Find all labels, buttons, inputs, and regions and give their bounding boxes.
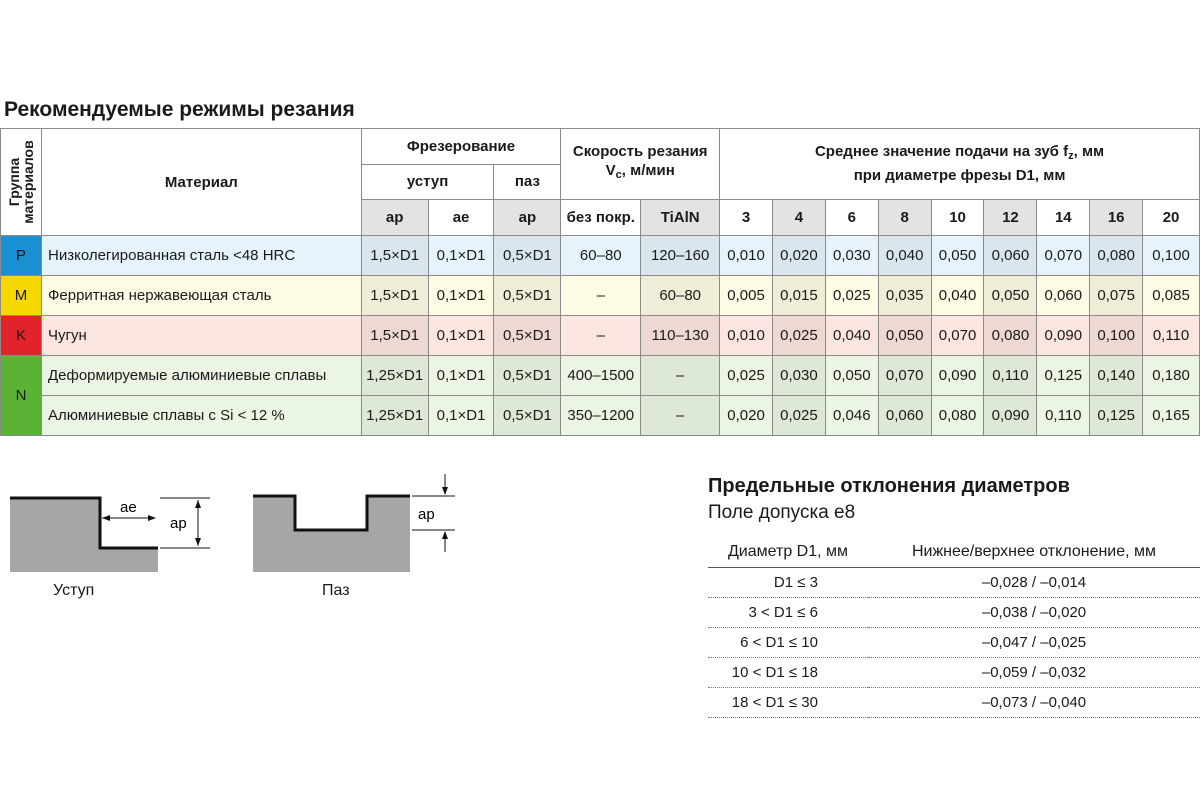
feed-value: 0,100 <box>1090 316 1143 356</box>
table-row <box>1 236 1200 276</box>
ap-slot-value: 0,5×D1 <box>494 236 561 276</box>
ap-ledge-value: 1,25×D1 <box>361 396 428 436</box>
feed-value: 0,025 <box>772 316 825 356</box>
ap-slot-value: 0,5×D1 <box>494 276 561 316</box>
tolerance-subtitle: Поле допуска e8 <box>708 502 856 523</box>
table-row <box>1 276 1200 316</box>
material-name: Алюминиевые сплавы с Si < 12 % <box>42 396 362 436</box>
ae-header: ae <box>428 199 494 235</box>
tolerance-row <box>708 628 1200 658</box>
tolerance-diameter: D1 ≤ 3 <box>708 568 868 598</box>
ap-ledge-value: 1,5×D1 <box>361 276 428 316</box>
speed-uncoated-value: – <box>561 316 641 356</box>
ae-value: 0,1×D1 <box>428 276 494 316</box>
tolerance-row <box>708 598 1200 628</box>
feed-value: 0,070 <box>1037 236 1090 276</box>
feed-value: 0,050 <box>984 276 1037 316</box>
feed-value: 0,050 <box>878 316 931 356</box>
feed-value: 0,035 <box>878 276 931 316</box>
ap-ledge-value: 1,5×D1 <box>361 316 428 356</box>
table-row <box>1 356 1200 396</box>
material-header: Материал <box>42 129 362 236</box>
feed-value: 0,140 <box>1090 356 1143 396</box>
tolerance-deviation: –0,038 / –0,020 <box>868 598 1200 628</box>
feed-value: 0,020 <box>720 396 773 436</box>
tolerance-row <box>708 568 1200 598</box>
feed-value: 0,040 <box>825 316 878 356</box>
ae-value: 0,1×D1 <box>428 316 494 356</box>
feed-value: 0,060 <box>1037 276 1090 316</box>
feed-value: 0,090 <box>931 356 984 396</box>
group-header: Группа материалов <box>1 129 42 236</box>
feed-value: 0,110 <box>984 356 1037 396</box>
tolerance-table <box>708 536 1200 718</box>
tialn-header: TiAlN <box>641 199 720 235</box>
feed-value: 0,180 <box>1143 356 1200 396</box>
diameter-header: 14 <box>1037 199 1090 235</box>
feed-value: 0,085 <box>1143 276 1200 316</box>
ap-ledge-value: 1,25×D1 <box>361 356 428 396</box>
ledge-ae-label: ae <box>120 499 137 516</box>
ae-value: 0,1×D1 <box>428 236 494 276</box>
feed-value: 0,030 <box>772 356 825 396</box>
feed-value: 0,040 <box>878 236 931 276</box>
speed-uncoated-value: 60–80 <box>561 236 641 276</box>
ap-slot-value: 0,5×D1 <box>494 396 561 436</box>
feed-value: 0,050 <box>931 236 984 276</box>
feed-value: 0,075 <box>1090 276 1143 316</box>
speed-unit-label: $V_c$, м/мин <box>605 162 675 182</box>
feed-value: 0,040 <box>931 276 984 316</box>
feed-header: Среднее значение подачи на зуб $f_z$, мм при диаметре фрезы D1, мм <box>720 129 1200 200</box>
ae-value: 0,1×D1 <box>428 396 494 436</box>
speed-uncoated-value: 400–1500 <box>561 356 641 396</box>
feed-value: 0,080 <box>984 316 1037 356</box>
feed-value: 0,060 <box>984 236 1037 276</box>
ae-value: 0,1×D1 <box>428 356 494 396</box>
table-row <box>1 316 1200 356</box>
ledge-header: уступ <box>361 165 494 199</box>
slot-ap-label: ap <box>418 506 435 523</box>
feed-value: 0,080 <box>931 396 984 436</box>
page-title: Рекомендуемые режимы резания <box>4 98 355 121</box>
speed-tialn-value: 120–160 <box>641 236 720 276</box>
speed-tialn-value: 110–130 <box>641 316 720 356</box>
feed-value: 0,070 <box>931 316 984 356</box>
diameter-header: 6 <box>825 199 878 235</box>
cutting-modes-table <box>0 128 1200 436</box>
feed-value: 0,060 <box>878 396 931 436</box>
feed-value: 0,070 <box>878 356 931 396</box>
tolerance-diameter: 3 < D1 ≤ 6 <box>708 598 868 628</box>
ap-slot-value: 0,5×D1 <box>494 316 561 356</box>
feed-value: 0,165 <box>1143 396 1200 436</box>
feed-value: 0,015 <box>772 276 825 316</box>
feed-value: 0,046 <box>825 396 878 436</box>
feed-value: 0,005 <box>720 276 773 316</box>
ledge-ap-label: ap <box>170 515 187 532</box>
speed-tialn-value: – <box>641 356 720 396</box>
material-group-badge: N <box>1 356 42 436</box>
ledge-label: Уступ <box>53 582 95 599</box>
feed-value: 0,090 <box>1037 316 1090 356</box>
feed-value: 0,025 <box>772 396 825 436</box>
diameter-header: 3 <box>720 199 773 235</box>
ap-ledge-header: ap <box>361 199 428 235</box>
feed-value: 0,030 <box>825 236 878 276</box>
material-name: Деформируемые алюминиевые сплавы <box>42 356 362 396</box>
feed-value: 0,010 <box>720 316 773 356</box>
diameter-header: 4 <box>772 199 825 235</box>
speed-uncoated-value: – <box>561 276 641 316</box>
feed-value: 0,110 <box>1037 396 1090 436</box>
ap-ledge-value: 1,5×D1 <box>361 236 428 276</box>
material-name: Чугун <box>42 316 362 356</box>
diameter-header: 8 <box>878 199 931 235</box>
feed-value: 0,125 <box>1037 356 1090 396</box>
ap-slot-header: ap <box>494 199 561 235</box>
tolerance-deviation: –0,059 / –0,032 <box>868 658 1200 688</box>
tolerance-row <box>708 688 1200 718</box>
diameter-header: 10 <box>931 199 984 235</box>
material-name: Низколегированная сталь <48 HRC <box>42 236 362 276</box>
feed-value: 0,025 <box>825 276 878 316</box>
tolerance-col-diameter: Диаметр D1, мм <box>708 536 868 568</box>
feed-value: 0,110 <box>1143 316 1200 356</box>
feed-value: 0,050 <box>825 356 878 396</box>
table-row <box>1 396 1200 436</box>
tolerance-diameter: 10 < D1 ≤ 18 <box>708 658 868 688</box>
ap-slot-value: 0,5×D1 <box>494 356 561 396</box>
ledge-diagram <box>0 470 240 580</box>
speed-uncoated-value: 350–1200 <box>561 396 641 436</box>
feed-value: 0,100 <box>1143 236 1200 276</box>
material-group-badge: K <box>1 316 42 356</box>
speed-tialn-value: 60–80 <box>641 276 720 316</box>
diameter-header: 20 <box>1143 199 1200 235</box>
speed-tialn-value: – <box>641 396 720 436</box>
feed-value: 0,090 <box>984 396 1037 436</box>
feed-value: 0,125 <box>1090 396 1143 436</box>
material-name: Ферритная нержавеющая сталь <box>42 276 362 316</box>
feed-value: 0,020 <box>772 236 825 276</box>
feed-value: 0,080 <box>1090 236 1143 276</box>
material-group-badge: M <box>1 276 42 316</box>
tolerance-deviation: –0,028 / –0,014 <box>868 568 1200 598</box>
tolerance-diameter: 18 < D1 ≤ 30 <box>708 688 868 718</box>
tolerance-deviation: –0,073 / –0,040 <box>868 688 1200 718</box>
slot-label: Паз <box>322 582 350 599</box>
tolerance-col-deviation: Нижнее/верхнее отклонение, мм <box>868 536 1200 568</box>
slot-diagram <box>245 470 465 580</box>
milling-header: Фрезерование <box>361 129 561 165</box>
tolerance-title: Предельные отклонения диаметров <box>708 475 1070 497</box>
uncoated-header: без покр. <box>561 199 641 235</box>
slot-header: паз <box>494 165 561 199</box>
feed-value: 0,010 <box>720 236 773 276</box>
tolerance-deviation: –0,047 / –0,025 <box>868 628 1200 658</box>
tolerance-row <box>708 658 1200 688</box>
material-group-badge: P <box>1 236 42 276</box>
speed-header: Скорость резания $V_c$, м/мин <box>561 129 720 200</box>
feed-value: 0,025 <box>720 356 773 396</box>
diameter-header: 16 <box>1090 199 1143 235</box>
diameter-header: 12 <box>984 199 1037 235</box>
tolerance-diameter: 6 < D1 ≤ 10 <box>708 628 868 658</box>
